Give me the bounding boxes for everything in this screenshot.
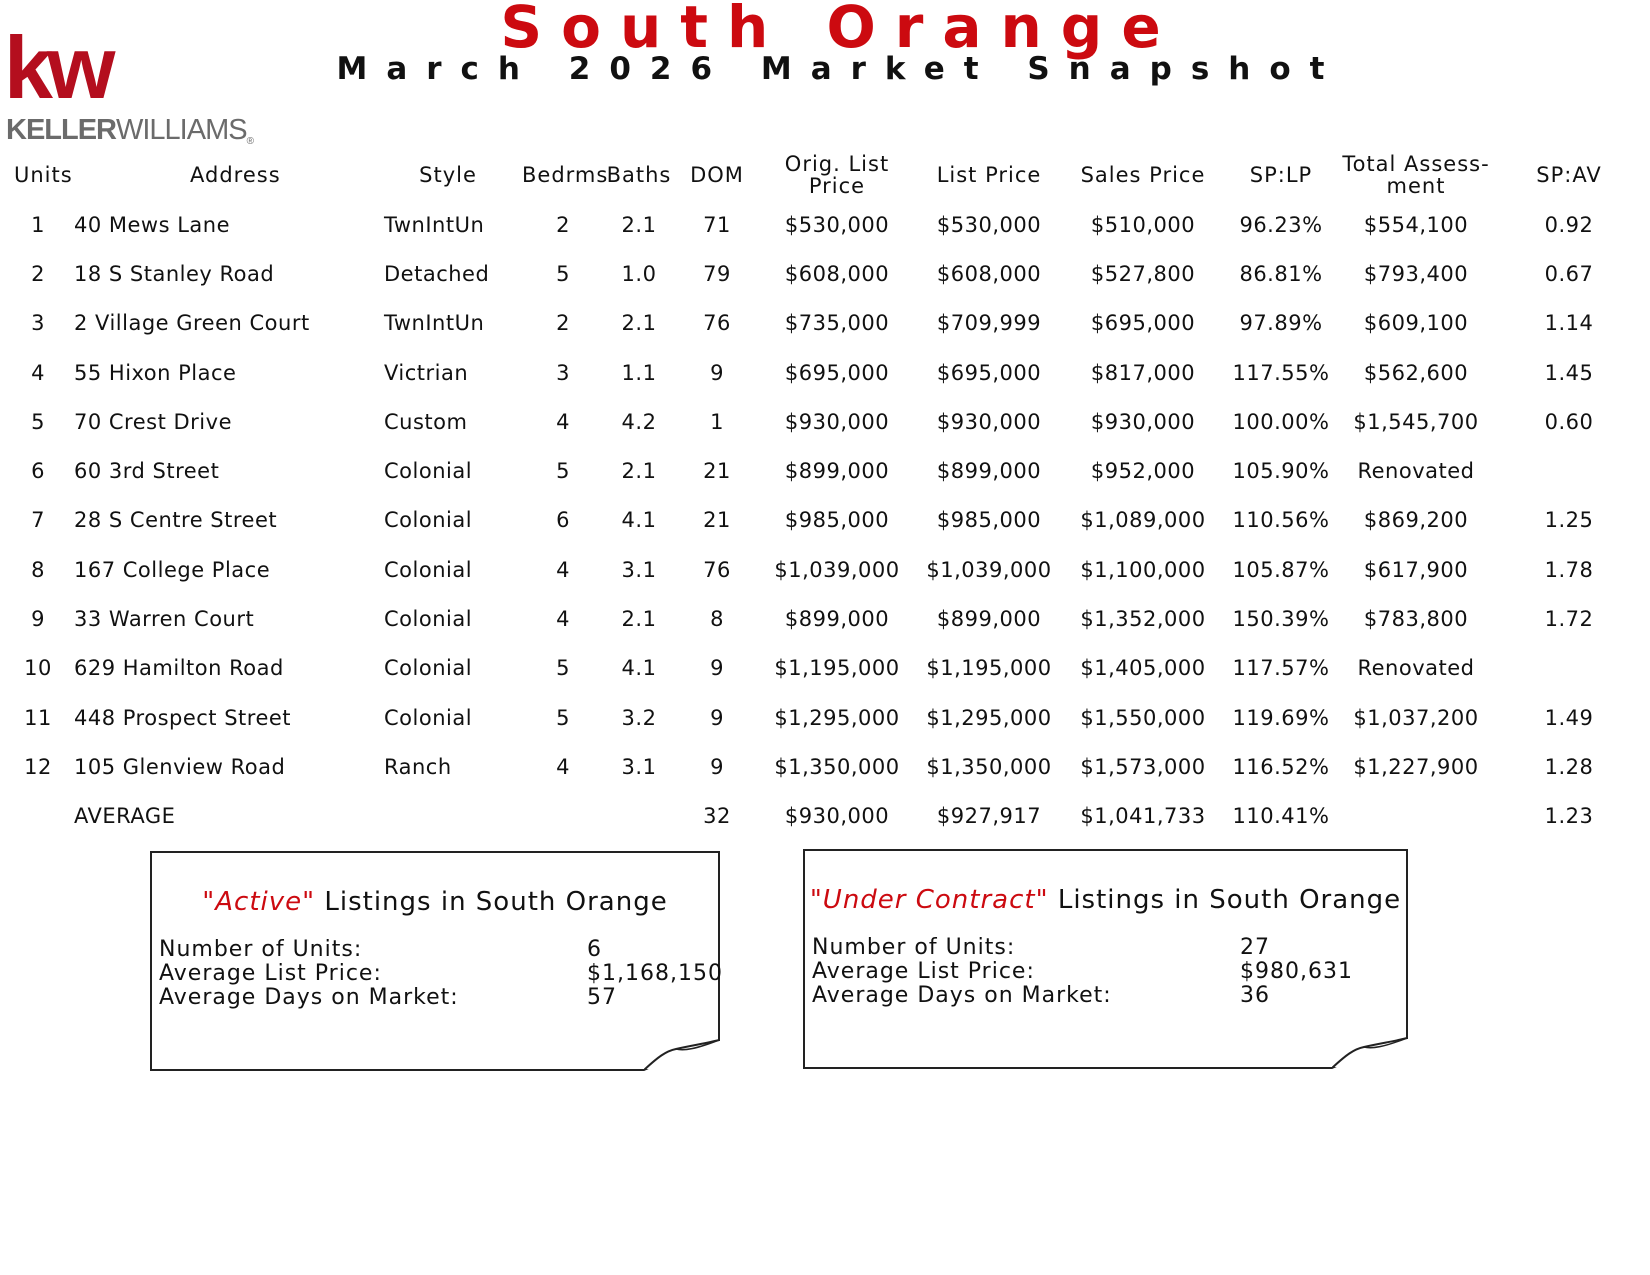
col-header-units: Units	[14, 162, 73, 187]
unit-cell: 3	[31, 311, 45, 336]
unit-cell: 7	[31, 508, 45, 533]
dom-cell: 71	[703, 212, 731, 237]
sales-price-cell: $510,000	[1090, 212, 1196, 237]
sp-lp-cell: 119.69%	[1232, 705, 1330, 730]
baths-cell: 2.1	[621, 311, 657, 336]
bedrms-cell: 4	[556, 607, 570, 632]
average-dom: 32	[703, 804, 731, 829]
orig-list-price-cell: $899,000	[784, 607, 890, 632]
total-assessment-cell: $1,227,900	[1353, 754, 1479, 779]
col-header-sp-lp: SP:LP	[1249, 162, 1313, 187]
active-avg-dom-value: 57	[587, 985, 617, 1010]
active-listings-title	[152, 887, 718, 917]
col-header-address: Address	[190, 162, 281, 187]
baths-cell: 3.1	[621, 754, 657, 779]
col-header-bedrms: Bedrms	[522, 162, 609, 187]
sp-av-cell: 1.72	[1544, 607, 1594, 632]
empty-cell	[374, 792, 522, 841]
total-assessment-cell: $869,200	[1363, 508, 1469, 533]
sp-av-cell: 1.49	[1544, 705, 1594, 730]
sales-price-cell: $527,800	[1090, 261, 1196, 286]
sp-lp-cell: 117.55%	[1232, 360, 1330, 385]
average-sp-av: 1.23	[1544, 804, 1594, 829]
orig-list-price-cell: $1,295,000	[774, 705, 900, 730]
total-assessment-cell: $554,100	[1363, 212, 1469, 237]
style-cell: Victrian	[384, 360, 469, 385]
col-header-style: Style	[419, 162, 477, 187]
dom-cell: 21	[703, 459, 731, 484]
address-cell: 18 S Stanley Road	[74, 261, 275, 286]
sales-price-cell: $930,000	[1090, 409, 1196, 434]
sales-price-cell: $952,000	[1090, 459, 1196, 484]
kw-wordmark	[6, 114, 253, 147]
dom-cell: 79	[703, 261, 731, 286]
address-cell: 40 Mews Lane	[74, 212, 231, 237]
sp-av-cell: 0.67	[1544, 261, 1594, 286]
dom-cell: 9	[710, 705, 724, 730]
orig-list-price-cell: $1,039,000	[774, 557, 900, 582]
unit-cell: 4	[31, 360, 45, 385]
dom-cell: 76	[703, 311, 731, 336]
table-row	[4, 545, 1646, 594]
dom-cell: 76	[703, 557, 731, 582]
baths-cell: 2.1	[621, 212, 657, 237]
unit-cell: 10	[24, 656, 52, 681]
list-price-cell: $985,000	[936, 508, 1042, 533]
orig-list-price-cell: $985,000	[784, 508, 890, 533]
sales-price-cell: $1,573,000	[1080, 754, 1206, 779]
active-avg-dom-label: Average Days on Market:	[159, 985, 459, 1010]
sales-price-cell: $817,000	[1090, 360, 1196, 385]
address-cell: 167 College Place	[74, 557, 271, 582]
under-contract-avg-price-label: Average List Price:	[812, 959, 1035, 984]
average-label: AVERAGE	[74, 804, 176, 829]
sales-price-cell: $1,100,000	[1080, 557, 1206, 582]
list-price-cell: $695,000	[936, 360, 1042, 385]
address-cell: 70 Crest Drive	[74, 409, 232, 434]
total-assessment-cell: $1,545,700	[1353, 409, 1479, 434]
orig-list-price-cell: $695,000	[784, 360, 890, 385]
orig-list-price-cell: $735,000	[784, 311, 890, 336]
active-units-label: Number of Units:	[159, 937, 363, 962]
page-curl-icon	[1332, 1037, 1408, 1069]
list-price-cell: $608,000	[936, 261, 1042, 286]
active-listings-title-rest: Listings in South Orange	[315, 887, 668, 917]
style-cell: Detached	[384, 261, 490, 286]
address-cell: 2 Village Green Court	[74, 311, 310, 336]
sp-lp-cell: 117.57%	[1232, 656, 1330, 681]
style-cell: Colonial	[384, 508, 473, 533]
sales-price-cell: $1,352,000	[1080, 607, 1206, 632]
unit-cell: 9	[31, 607, 45, 632]
orig-list-price-cell: $930,000	[784, 409, 890, 434]
total-assessment-cell: $793,400	[1363, 261, 1469, 286]
total-assessment-cell: $609,100	[1363, 311, 1469, 336]
active-listings-panel	[150, 851, 723, 1071]
orig-list-price-cell: $899,000	[784, 459, 890, 484]
list-price-cell: $709,999	[936, 311, 1042, 336]
unit-cell: 2	[31, 261, 45, 286]
active-avg-price-value: $1,168,150	[587, 961, 723, 986]
total-assessment-cell: $562,600	[1363, 360, 1469, 385]
active-listings-title-quote: "Active"	[202, 887, 316, 917]
baths-cell: 4.1	[621, 656, 657, 681]
table-row	[4, 348, 1646, 397]
col-header-total-assessment	[1340, 150, 1492, 200]
orig-list-price-cell: $1,350,000	[774, 754, 900, 779]
col-header-total-assessment-line2: ment	[1386, 174, 1446, 198]
unit-cell: 12	[24, 754, 52, 779]
table-header-row	[4, 150, 1646, 200]
table-row	[4, 446, 1646, 495]
total-assessment-cell: Renovated	[1357, 459, 1475, 484]
baths-cell: 3.2	[621, 705, 657, 730]
under-contract-listings-panel	[803, 849, 1408, 1069]
sp-lp-cell: 100.00%	[1232, 409, 1330, 434]
kw-mark: kw	[4, 18, 110, 117]
average-list-price: $927,917	[936, 804, 1042, 829]
dom-cell: 8	[710, 607, 724, 632]
under-contract-units-value: 27	[1240, 935, 1270, 960]
address-cell: 629 Hamilton Road	[74, 656, 284, 681]
table-row	[4, 249, 1646, 298]
bedrms-cell: 5	[556, 261, 570, 286]
baths-cell: 2.1	[621, 459, 657, 484]
page-title: South Orange	[500, 0, 1180, 61]
unit-cell: 6	[31, 459, 45, 484]
col-header-sp-av: SP:AV	[1536, 162, 1602, 187]
kw-wordmark-bold: KELLER	[6, 114, 116, 146]
style-cell: TwnIntUn	[384, 212, 485, 237]
sp-av-cell: 1.25	[1544, 508, 1594, 533]
unit-cell: 5	[31, 409, 45, 434]
under-contract-title-rest: Listings in South Orange	[1048, 885, 1402, 915]
style-cell: Colonial	[384, 607, 473, 632]
dom-cell: 9	[710, 754, 724, 779]
style-cell: Colonial	[384, 656, 473, 681]
bedrms-cell: 4	[556, 754, 570, 779]
table-row	[4, 496, 1646, 545]
bedrms-cell: 5	[556, 656, 570, 681]
bedrms-cell: 5	[556, 705, 570, 730]
list-price-cell: $530,000	[936, 212, 1042, 237]
baths-cell: 1.0	[621, 261, 657, 286]
table-row	[4, 693, 1646, 742]
bedrms-cell: 3	[556, 360, 570, 385]
bedrms-cell: 5	[556, 459, 570, 484]
baths-cell: 3.1	[621, 557, 657, 582]
list-price-cell: $1,295,000	[926, 705, 1052, 730]
bedrms-cell: 2	[556, 311, 570, 336]
under-contract-units-label: Number of Units:	[812, 935, 1016, 960]
average-row	[4, 792, 1646, 841]
sales-price-cell: $695,000	[1090, 311, 1196, 336]
address-cell: 28 S Centre Street	[74, 508, 278, 533]
sales-price-cell: $1,089,000	[1080, 508, 1206, 533]
table-row	[4, 200, 1646, 249]
sales-price-cell: $1,405,000	[1080, 656, 1206, 681]
sp-av-cell: 0.92	[1544, 212, 1594, 237]
total-assessment-cell: $617,900	[1363, 557, 1469, 582]
under-contract-avg-price-value: $980,631	[1240, 959, 1353, 984]
bedrms-cell: 2	[556, 212, 570, 237]
sp-av-cell: 1.45	[1544, 360, 1594, 385]
kw-wordmark-reg: ®	[246, 136, 253, 147]
sales-table	[4, 150, 1646, 841]
empty-cell	[1340, 792, 1492, 841]
page-subtitle: March 2026 Market Snapshot	[336, 51, 1344, 87]
sp-lp-cell: 116.52%	[1232, 754, 1330, 779]
sp-lp-cell: 105.90%	[1232, 459, 1330, 484]
address-cell: 448 Prospect Street	[74, 705, 292, 730]
list-price-cell: $1,039,000	[926, 557, 1052, 582]
empty-cell	[4, 792, 72, 841]
kw-wordmark-light: WILLIAMS	[116, 114, 247, 146]
address-cell: 105 Glenview Road	[74, 754, 286, 779]
active-avg-price-label: Average List Price:	[159, 961, 382, 986]
sp-lp-cell: 105.87%	[1232, 557, 1330, 582]
table-row	[4, 299, 1646, 348]
address-cell: 60 3rd Street	[74, 459, 220, 484]
baths-cell: 4.1	[621, 508, 657, 533]
sp-av-cell: 0.60	[1544, 409, 1594, 434]
baths-cell: 4.2	[621, 409, 657, 434]
sales-price-cell: $1,550,000	[1080, 705, 1206, 730]
table-row	[4, 397, 1646, 446]
list-price-cell: $899,000	[936, 607, 1042, 632]
orig-list-price-cell: $530,000	[784, 212, 890, 237]
col-header-baths: Baths	[606, 162, 672, 187]
col-header-sales-price: Sales Price	[1080, 162, 1206, 187]
table-row	[4, 594, 1646, 643]
page-curl-icon	[644, 1039, 720, 1071]
unit-cell: 11	[24, 705, 52, 730]
address-cell: 33 Warren Court	[74, 607, 255, 632]
baths-cell: 2.1	[621, 607, 657, 632]
orig-list-price-cell: $1,195,000	[774, 656, 900, 681]
style-cell: Colonial	[384, 557, 473, 582]
list-price-cell: $1,195,000	[926, 656, 1052, 681]
style-cell: Custom	[384, 409, 468, 434]
sp-lp-cell: 86.81%	[1239, 261, 1323, 286]
sp-lp-cell: 150.39%	[1232, 607, 1330, 632]
address-cell: 55 Hixon Place	[74, 360, 237, 385]
total-assessment-cell: $1,037,200	[1353, 705, 1479, 730]
col-header-total-assessment-line1: Total Assess-	[1342, 151, 1490, 176]
unit-cell: 8	[31, 557, 45, 582]
under-contract-title-quote: "Under Contract"	[809, 885, 1049, 915]
table-row	[4, 644, 1646, 693]
baths-cell: 1.1	[621, 360, 657, 385]
sp-av-cell	[1492, 644, 1646, 693]
under-contract-avg-dom-value: 36	[1240, 983, 1270, 1008]
table-row	[4, 742, 1646, 791]
sp-av-cell: 1.28	[1544, 754, 1594, 779]
list-price-cell: $1,350,000	[926, 754, 1052, 779]
sp-lp-cell: 96.23%	[1239, 212, 1323, 237]
list-price-cell: $930,000	[936, 409, 1042, 434]
dom-cell: 9	[710, 360, 724, 385]
sp-lp-cell: 110.56%	[1232, 508, 1330, 533]
sp-av-cell	[1492, 446, 1646, 495]
style-cell: Colonial	[384, 705, 473, 730]
sp-lp-cell: 97.89%	[1239, 311, 1323, 336]
col-header-orig-list-price: Orig. List Price	[784, 151, 890, 198]
active-units-value: 6	[587, 937, 602, 962]
average-sp-lp: 110.41%	[1232, 804, 1330, 829]
style-cell: Colonial	[384, 459, 473, 484]
average-orig-list-price: $930,000	[784, 804, 890, 829]
dom-cell: 21	[703, 508, 731, 533]
bedrms-cell: 6	[556, 508, 570, 533]
bedrms-cell: 4	[556, 557, 570, 582]
style-cell: TwnIntUn	[384, 311, 485, 336]
sp-av-cell: 1.78	[1544, 557, 1594, 582]
orig-list-price-cell: $608,000	[784, 261, 890, 286]
empty-cell	[604, 792, 674, 841]
style-cell: Ranch	[384, 754, 452, 779]
under-contract-listings-title	[805, 885, 1406, 915]
under-contract-avg-dom-label: Average Days on Market:	[812, 983, 1112, 1008]
dom-cell: 9	[710, 656, 724, 681]
average-sales-price: $1,041,733	[1080, 804, 1206, 829]
total-assessment-cell: Renovated	[1357, 656, 1475, 681]
unit-cell: 1	[31, 212, 45, 237]
dom-cell: 1	[710, 409, 724, 434]
sp-av-cell: 1.14	[1544, 311, 1594, 336]
list-price-cell: $899,000	[936, 459, 1042, 484]
col-header-list-price: List Price	[936, 162, 1042, 187]
col-header-dom: DOM	[690, 162, 744, 187]
bedrms-cell: 4	[556, 409, 570, 434]
empty-cell	[522, 792, 604, 841]
total-assessment-cell: $783,800	[1363, 607, 1469, 632]
